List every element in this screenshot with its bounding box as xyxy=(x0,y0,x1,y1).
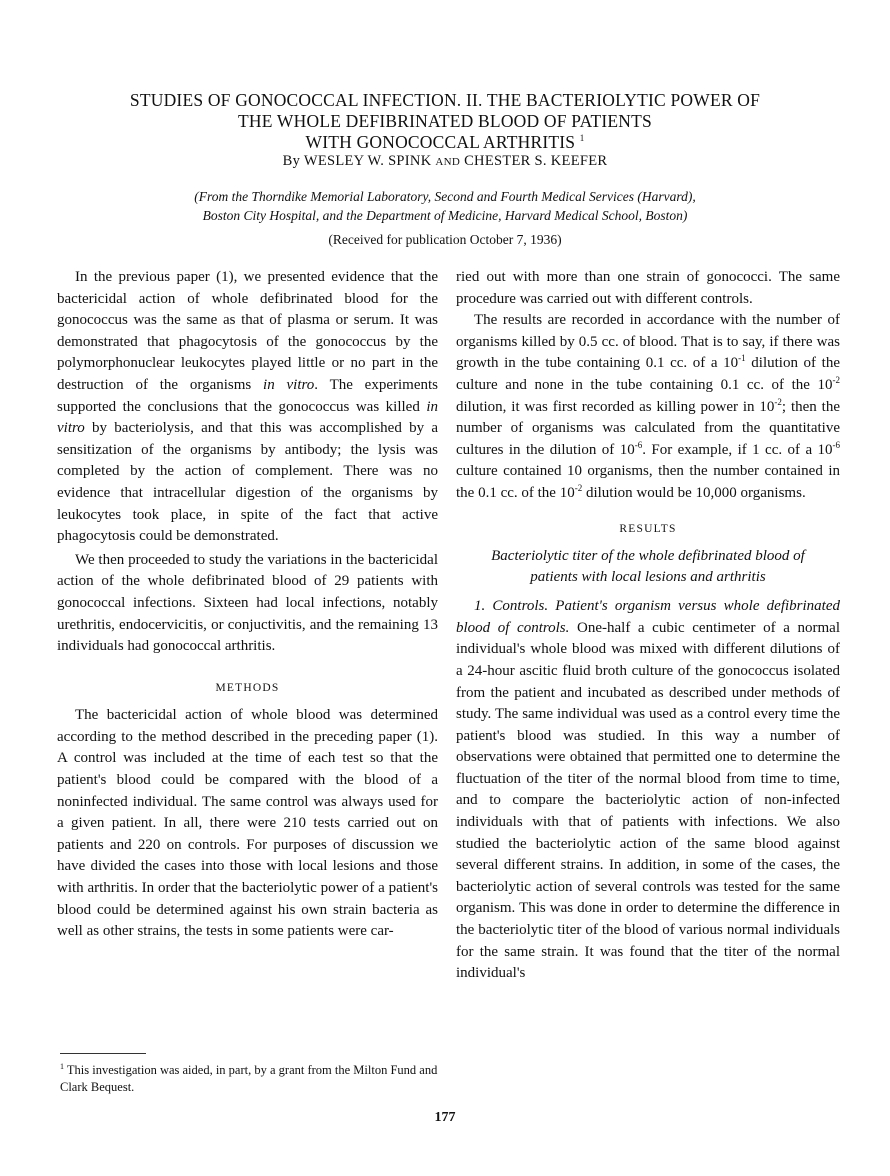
by-label: By xyxy=(282,153,301,169)
footnote xyxy=(60,1058,442,1096)
methods-heading: METHODS xyxy=(215,681,280,694)
footnote-mark: 1 xyxy=(60,1062,64,1071)
text-run: culture contained 10 organisms, then the number contained in the 0.1 cc. of the 10 xyxy=(456,463,840,501)
exponent: -2 xyxy=(774,396,782,407)
text-run: dilution of the culture and none in the tube containing 0.1 cc. of the 10 xyxy=(456,355,840,393)
title-line-3 xyxy=(60,132,830,153)
exponent: -6 xyxy=(634,439,643,450)
title-line-2: THE WHOLE DEFIBRINATED BLOOD OF PATIENTS xyxy=(238,111,652,131)
right-column xyxy=(456,267,840,985)
footnote-divider xyxy=(60,1053,146,1054)
affiliation xyxy=(60,187,830,225)
exponent: -6 xyxy=(832,439,841,450)
methods-paragraph: The bactericidal action of whole blood was determined according to the method described in the preceding paper (1). A control was included at the time of each test so that the patient's blood could be compared with the blood of a noninfected individual. The same control was always used for a given patient. In all, there were 210 tests carried out on patients and 220 on controls. For purposes of discussion we have divided the cases into those with local lesions and those with arthritis. In order that the bacteriolytic power of a patient's blood could be determined against his own strain bacteria as well as other strains, the tests in some patients were car- xyxy=(57,707,438,940)
results-subheading: Bacteriolytic titer of the whole defibrinated blood of patients with local lesions and arthritis xyxy=(491,548,805,586)
intro-paragraph-2: We then proceeded to study the variations in the bactericidal action of the whole defibrinated blood of 29 patients with gonococcal infections. Sixteen had local infections, notably urethritis, endocervicitis, or conjuctivitis, and the remaining 13 individuals had gonococcal arthritis. xyxy=(57,551,438,655)
exponent: -1 xyxy=(738,353,746,364)
title-footnote-mark[interactable]: 1 xyxy=(579,133,585,144)
results-recording-paragraph xyxy=(456,310,840,504)
left-column xyxy=(57,267,438,943)
footnote-text: This investigation was aided, in part, by a grant from the Milton Fund and Clark Bequest. xyxy=(60,1063,438,1095)
affiliation-line-1: (From the Thorndike Memorial Laboratory, Second and Fourth Medical Services (Harvard), xyxy=(194,189,696,204)
title-line-3-text: WITH GONOCOCCAL ARTHRITIS xyxy=(305,132,576,152)
text-run: dilution would be 10,000 organisms. xyxy=(582,484,806,501)
received-date: (Received for publication October 7, 1936) xyxy=(328,232,562,247)
text-run: ; then the number of organisms was calculated from the quantitative cultures in the dilution of 10 xyxy=(456,398,840,458)
methods-continued: ried out with more than one strain of gonococci. The same procedure was carried out with different controls. xyxy=(456,269,840,307)
title-line-1: STUDIES OF GONOCOCCAL INFECTION. II. THE BACTERIOLYTIC POWER OF xyxy=(129,90,761,110)
text-run: . For example, if 1 cc. of a 10 xyxy=(642,441,833,458)
text-run: dilution, it was first recorded as killing power in 10 xyxy=(456,398,775,415)
controls-body: One-half a cubic centimeter of a normal individual's whole blood was mixed with different dilutions of a 24-hour ascitic fluid broth culture of the gonococcus isolated from the patient and incubated as described under methods of study. The same individual was used as a control every time the patient's blood was studied. In this way a number of observations were obtained that permitted one to determine the fluctuation of the titer of the normal blood from time to time, and to compare the bacteriolytic action of non-infected individuals with that of patients with infections. We also studied the bacteriolytic action of the same blood against several different strains. In addition, in some of the cases, the bacteriolytic action of several controls was tested for the same organism. This was done in order to determine the difference in the bacteriolytic titer of the blood of various normal individuals for the same strain. It was found that the titer of the normal individual's xyxy=(456,619,840,982)
page-number: 177 xyxy=(434,1110,456,1125)
controls-paragraph xyxy=(456,596,840,985)
text-run: The results are recorded in accordance with the number of organisms killed by 0.5 cc. of blood. That is to say, if there was growth in the tube containing 0.1 cc. of a 10 xyxy=(456,312,840,372)
exponent: -2 xyxy=(832,374,840,385)
results-heading: RESULTS xyxy=(619,522,677,535)
exponent: -2 xyxy=(574,482,583,493)
intro-paragraph-1: In the previous paper (1), we presented evidence that the bactericidal action of whole defibrinated blood for the gonococcus was the same as that of plasma or serum. It was demonstrated that phagocytosis of the gonococcus by the polymorphonuclear leukocytes played little or no part in the destruction of the organisms in vitro. The experiments supported the conclusions that the gonococcus was killed in vitro by bacteriolysis, and that this was accomplished by a sensitization of the organisms by antibody; the lysis was completed by the action of complement. There was no evidence that intracellular digestion of the organisms by leukocytes took place, in spite of the fact that active phagocytosis could be demonstrated. xyxy=(57,269,438,545)
and-label: AND xyxy=(435,156,461,168)
author-2: CHESTER S. KEEFER xyxy=(464,153,608,169)
controls-lead: 1. Controls. Patient's organism versus whole defibrinated blood of controls. xyxy=(456,598,840,636)
article-title xyxy=(60,90,830,153)
affiliation-line-2: Boston City Hospital, and the Department of Medicine, Harvard Medical School, Boston) xyxy=(202,208,688,223)
author-line xyxy=(60,153,830,170)
author-1: WESLEY W. SPINK xyxy=(303,153,432,169)
